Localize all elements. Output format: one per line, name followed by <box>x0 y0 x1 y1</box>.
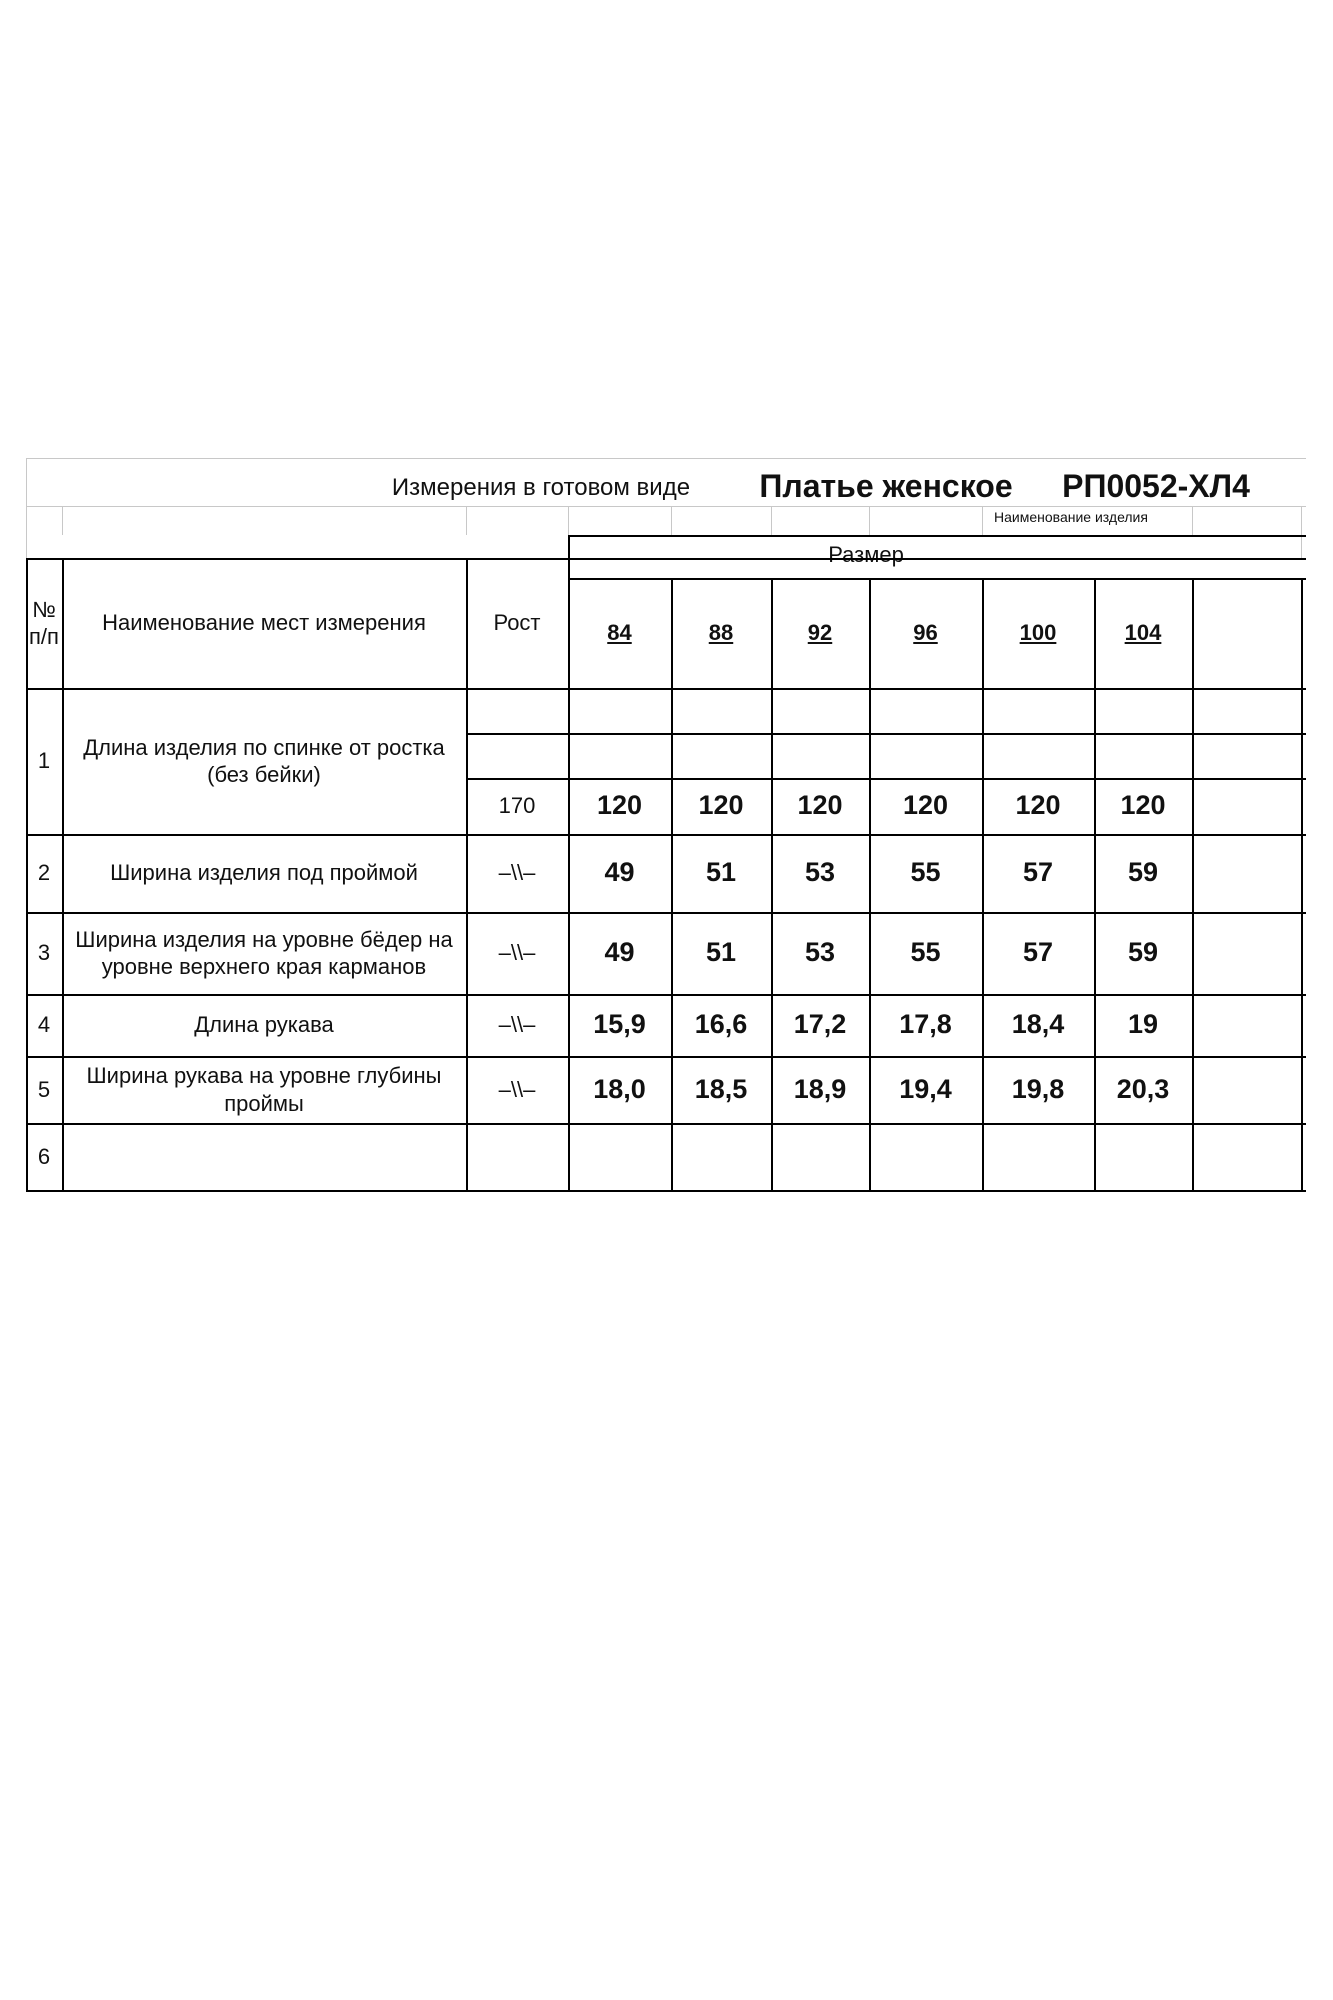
size-header: 92 <box>807 620 833 646</box>
measurement-value: 120 <box>797 790 843 821</box>
grid-line <box>568 578 1306 580</box>
measurement-value: 15,9 <box>593 1009 646 1040</box>
measurement-value <box>1094 1123 1192 1190</box>
grid-line <box>771 578 773 1190</box>
height-value <box>466 1123 568 1190</box>
column-header-size-group: Размер <box>828 542 904 568</box>
grid-line <box>26 458 1306 459</box>
measurement-value <box>982 1123 1094 1190</box>
height-value: 170 <box>498 793 536 819</box>
grid-line <box>1192 506 1193 535</box>
measurement-value: 17,2 <box>793 1009 847 1040</box>
grid-line <box>26 1190 1306 1192</box>
row-number: 2 <box>37 860 51 886</box>
size-header: 96 <box>913 620 938 646</box>
measurement-value: 19,4 <box>899 1073 952 1104</box>
grid-line <box>26 558 1306 560</box>
measurement-value: 51 <box>705 937 737 968</box>
height-value: –\\– <box>498 1076 536 1102</box>
grid-line <box>1192 578 1194 1190</box>
grid-line <box>982 578 984 1190</box>
measurement-value: 57 <box>1022 937 1054 968</box>
measurement-value: 57 <box>1022 857 1054 888</box>
measurement-name: Длина рукава <box>194 1012 334 1038</box>
measurement-value: 18,9 <box>793 1073 847 1104</box>
grid-line <box>869 578 871 1190</box>
measurement-name <box>66 1123 462 1190</box>
measurement-value: 17,8 <box>899 1009 952 1040</box>
measurement-value: 120 <box>1120 790 1166 821</box>
row-number: 3 <box>37 940 51 966</box>
product-title: Платье женское <box>759 468 1013 504</box>
grid-line <box>771 506 772 535</box>
grid-line <box>671 578 673 1190</box>
size-header: 100 <box>1019 620 1057 646</box>
measurement-name: Ширина рукава на уровне глубины проймы <box>86 1063 442 1116</box>
measurement-value: 59 <box>1127 937 1159 968</box>
measurement-value: 55 <box>910 937 941 968</box>
column-header-height: Рост <box>493 610 541 636</box>
row-number: 4 <box>37 1012 51 1038</box>
measurement-value: 51 <box>705 857 737 888</box>
grid-line <box>671 506 672 535</box>
measurement-value: 59 <box>1127 857 1159 888</box>
product-name-note: Наименование изделия <box>994 509 1148 526</box>
size-header: 104 <box>1124 620 1162 646</box>
grid-line <box>568 535 1306 537</box>
product-article: РП0052-ХЛ4 <box>1062 468 1250 504</box>
grid-line <box>466 733 1306 735</box>
grid-line <box>869 506 870 535</box>
grid-line <box>26 558 28 1190</box>
grid-line <box>982 506 983 535</box>
measurement-value: 120 <box>1015 790 1061 821</box>
height-value: –\\– <box>498 860 536 886</box>
measurement-subtitle: Измерения в готовом виде <box>391 474 691 501</box>
grid-line <box>1301 506 1302 558</box>
grid-line <box>26 458 27 558</box>
row-number: 1 <box>37 748 51 774</box>
measurement-value <box>869 1123 982 1190</box>
measurement-name: Ширина изделия на уровне бёдер на уровне верхнего края карманов <box>75 926 453 979</box>
measurement-value: 120 <box>698 790 744 821</box>
row-number: 5 <box>37 1076 51 1102</box>
grid-line <box>1094 578 1096 1190</box>
grid-line <box>26 1123 1306 1125</box>
measurement-name: Длина изделия по спинке от ростка (без бейки) <box>83 734 445 787</box>
height-value: –\\– <box>498 1012 536 1038</box>
grid-line <box>26 1056 1306 1058</box>
measurement-value: 20,3 <box>1116 1073 1170 1104</box>
column-header-name: Наименование мест измерения <box>102 610 426 636</box>
measurement-value <box>771 1123 869 1190</box>
measurement-value: 19,8 <box>1011 1073 1065 1104</box>
measurement-value: 18,0 <box>593 1073 646 1104</box>
measurement-value: 53 <box>804 937 836 968</box>
measurement-value: 53 <box>804 857 836 888</box>
grid-line <box>26 688 1306 690</box>
grid-line <box>466 558 468 1190</box>
height-value: –\\– <box>498 940 536 966</box>
measurement-value: 19 <box>1127 1009 1159 1040</box>
measurement-value <box>671 1123 771 1190</box>
size-header: 88 <box>708 620 734 646</box>
measurement-value: 49 <box>604 937 635 968</box>
grid-line <box>26 506 1306 507</box>
grid-line <box>1301 578 1303 1190</box>
grid-line <box>568 506 569 535</box>
size-header: 84 <box>607 620 632 646</box>
grid-line <box>568 535 570 1190</box>
measurement-name: Ширина изделия под проймой <box>110 860 418 886</box>
grid-line <box>62 506 63 535</box>
measurement-value: 120 <box>902 790 949 821</box>
measurement-value: 18,5 <box>694 1073 748 1104</box>
measurement-value <box>568 1123 671 1190</box>
grid-line <box>26 834 1306 836</box>
column-header-number: № п/п <box>29 596 59 649</box>
grid-line <box>466 506 467 535</box>
measurement-value: 18,4 <box>1011 1009 1065 1040</box>
grid-line <box>26 912 1306 914</box>
grid-line <box>62 558 64 1190</box>
measurement-value: 49 <box>604 857 635 888</box>
grid-line <box>26 994 1306 996</box>
measurement-value: 16,6 <box>694 1009 748 1040</box>
measurement-value: 120 <box>596 790 643 821</box>
measurement-value: 55 <box>910 857 941 888</box>
grid-line <box>466 778 1306 780</box>
row-number: 6 <box>37 1143 51 1169</box>
